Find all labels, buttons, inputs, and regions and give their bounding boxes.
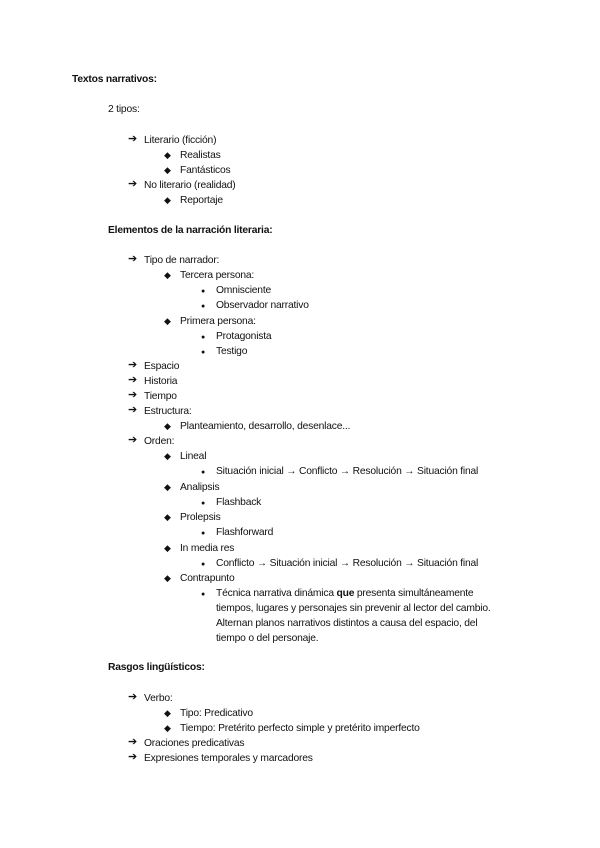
arrow-icon: ➔ bbox=[128, 133, 138, 145]
list-item-planteamiento: Planteamiento, desarrollo, desenlace... bbox=[180, 421, 351, 432]
contrapunto-desc-line-2: tiempos, lugares y personajes sin prevenir al lector del cambio. bbox=[216, 603, 491, 614]
diamond-bullet-icon: ◆ bbox=[164, 150, 171, 160]
list-item-realistas: Realistas bbox=[180, 150, 221, 161]
list-item-estructura: Estructura: bbox=[144, 406, 192, 417]
dot-bullet-icon: ● bbox=[201, 349, 206, 356]
list-item-in-media-res: In media res bbox=[180, 543, 235, 554]
contrapunto-desc-pre: Técnica narrativa dinámica bbox=[216, 588, 337, 599]
arrow-icon: ➔ bbox=[128, 691, 138, 703]
list-item-historia: Historia bbox=[144, 376, 178, 387]
diamond-bullet-icon: ◆ bbox=[164, 723, 171, 733]
list-item-lineal: Lineal bbox=[180, 451, 207, 462]
diamond-bullet-icon: ◆ bbox=[164, 270, 171, 280]
list-item-tipo-narrador: Tipo de narrador: bbox=[144, 255, 220, 266]
list-item-flashforward: Flashforward bbox=[216, 527, 274, 538]
diamond-bullet-icon: ◆ bbox=[164, 165, 171, 175]
arrow-icon: ➔ bbox=[128, 751, 138, 763]
diamond-bullet-icon: ◆ bbox=[164, 573, 171, 583]
diamond-bullet-icon: ◆ bbox=[164, 421, 171, 431]
dot-bullet-icon: ● bbox=[201, 500, 206, 507]
heading-elementos: Elementos de la narración literaria: bbox=[108, 225, 273, 236]
arrow-icon: ➔ bbox=[128, 389, 138, 401]
contrapunto-desc-line-1 bbox=[216, 587, 473, 600]
contrapunto-desc-line-3: Alternan planos narrativos distintos a causa del espacio, del bbox=[216, 618, 478, 629]
arrow-icon: ➔ bbox=[128, 374, 138, 386]
list-item-testigo: Testigo bbox=[216, 346, 248, 357]
arrow-icon: ➔ bbox=[128, 359, 138, 371]
list-item-fantasticos: Fantásticos bbox=[180, 165, 231, 176]
arrow-icon: ➔ bbox=[128, 253, 138, 265]
list-item-tiempo: Tiempo bbox=[144, 391, 177, 402]
list-item-tipo-predicativo: Tipo: Predicativo bbox=[180, 708, 253, 719]
list-item-analipsis: Analipsis bbox=[180, 482, 220, 493]
list-item-in-media-res-desc: Conflicto → Situación inicial → Resolución → Situación final bbox=[216, 558, 479, 569]
diamond-bullet-icon: ◆ bbox=[164, 482, 171, 492]
dot-bullet-icon: ● bbox=[201, 303, 206, 310]
diamond-bullet-icon: ◆ bbox=[164, 708, 171, 718]
dot-bullet-icon: ● bbox=[201, 591, 206, 598]
heading-textos-narrativos: Textos narrativos: bbox=[72, 74, 157, 85]
dos-tipos-label: 2 tipos: bbox=[108, 104, 140, 115]
diamond-bullet-icon: ◆ bbox=[164, 316, 171, 326]
list-item-primera-persona: Primera persona: bbox=[180, 316, 256, 327]
dot-bullet-icon: ● bbox=[201, 288, 206, 295]
contrapunto-desc-post: presenta simultáneamente bbox=[354, 588, 474, 599]
list-item-flashback: Flashback bbox=[216, 497, 262, 508]
dot-bullet-icon: ● bbox=[201, 334, 206, 341]
list-item-espacio: Espacio bbox=[144, 361, 180, 372]
arrow-icon: ➔ bbox=[128, 404, 138, 416]
arrow-icon: ➔ bbox=[128, 178, 138, 190]
diamond-bullet-icon: ◆ bbox=[164, 451, 171, 461]
list-item-verbo: Verbo: bbox=[144, 693, 173, 704]
contrapunto-desc-line-4: tiempo o del personaje. bbox=[216, 633, 319, 644]
heading-rasgos: Rasgos lingüísticos: bbox=[108, 662, 205, 673]
list-item-reportaje: Reportaje bbox=[180, 195, 223, 206]
arrow-icon: ➔ bbox=[128, 434, 138, 446]
list-item-tercera-persona: Tercera persona: bbox=[180, 270, 255, 281]
list-item-expresiones: Expresiones temporales y marcadores bbox=[144, 753, 313, 764]
contrapunto-desc-bold: que bbox=[336, 588, 355, 599]
list-item-tiempo-verbal: Tiempo: Pretérito perfecto simple y pretérito imperfecto bbox=[180, 723, 420, 734]
list-item-prolepsis: Prolepsis bbox=[180, 512, 221, 523]
list-item-protagonista: Protagonista bbox=[216, 331, 272, 342]
list-item-orden: Orden: bbox=[144, 436, 175, 447]
diamond-bullet-icon: ◆ bbox=[164, 195, 171, 205]
list-item-oraciones: Oraciones predicativas bbox=[144, 738, 245, 749]
diamond-bullet-icon: ◆ bbox=[164, 512, 171, 522]
arrow-icon: ➔ bbox=[128, 736, 138, 748]
list-item-no-literario: No literario (realidad) bbox=[144, 180, 236, 191]
dot-bullet-icon: ● bbox=[201, 561, 206, 568]
list-item-omnisciente: Omnisciente bbox=[216, 285, 272, 296]
diamond-bullet-icon: ◆ bbox=[164, 543, 171, 553]
list-item-contrapunto: Contrapunto bbox=[180, 573, 235, 584]
dot-bullet-icon: ● bbox=[201, 530, 206, 537]
list-item-lineal-desc: Situación inicial → Conflicto → Resolución → Situación final bbox=[216, 466, 479, 477]
dot-bullet-icon: ● bbox=[201, 469, 206, 476]
list-item-literario: Literario (ficción) bbox=[144, 135, 217, 146]
list-item-observador: Observador narrativo bbox=[216, 300, 309, 311]
